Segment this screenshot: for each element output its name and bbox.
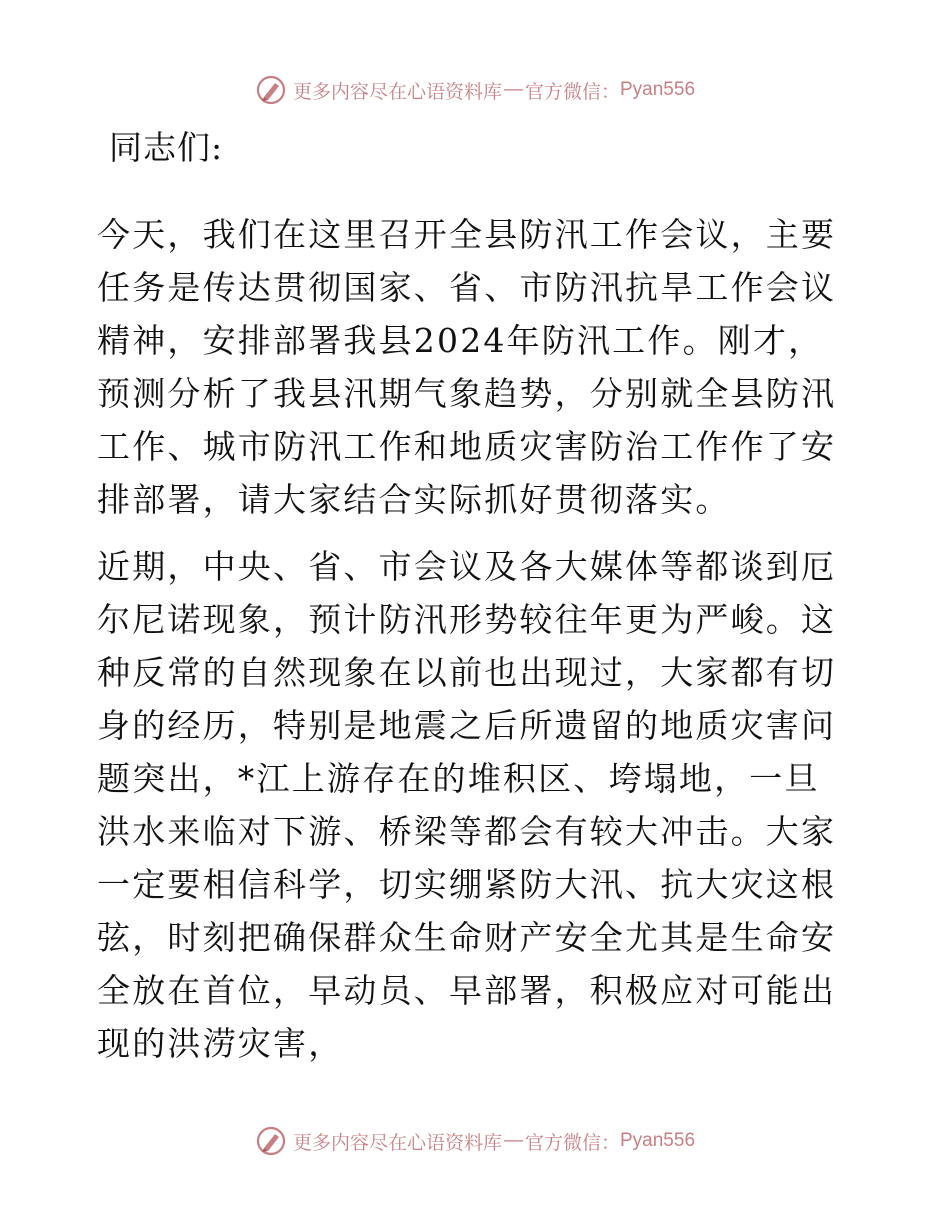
watermark-header	[0, 70, 950, 110]
salutation: 同志们:	[109, 128, 224, 167]
paragraph: 今天，我们在这里召开全县防汛工作会议，主要任务是传达贯彻国家、省、市防汛抗旱工作会议精神，安排部署我县2024年防汛工作。刚才，预测分析了我县汛期气象趋势，分别就全县防汛工作、城市防汛工作和地质灾害防治工作作了安排部署，请大家结合实际抓好贯彻落实。	[97, 215, 837, 519]
watermark-footer	[0, 1121, 950, 1161]
document-body	[97, 124, 849, 1084]
watermark-account: Pyan556	[620, 1130, 696, 1151]
watermark-account: Pyan556	[620, 79, 696, 100]
watermark-text: 更多内容尽在心语资料库	[292, 1132, 502, 1154]
watermark-separator: —	[503, 79, 523, 100]
pen-logo-icon	[255, 1125, 287, 1157]
watermark-label: 官方微信：	[524, 81, 620, 103]
paragraph: 近期，中央、省、市会议及各大媒体等都谈到厄尔尼诺现象，预计防汛形势较往年更为严峻。这种反常的自然现象在以前也出现过，大家都有切身的经历，特别是地震之后所遗留的地质灾害问题突出，*江上游存在的堆积区、垮塌地，一旦洪水来临对下游、桥梁等都会有较大冲击。大家一定要相信科学，切实绷紧防大汛、抗大灾这根弦，时刻把确保群众生命财产安全尤其是生命安全放在首位，早动员、早部署，积极应对可能出现的洪涝灾害，	[97, 547, 837, 1063]
pen-logo-icon	[255, 74, 287, 106]
watermark-label: 官方微信：	[524, 1132, 620, 1154]
watermark-text: 更多内容尽在心语资料库	[292, 81, 502, 103]
watermark-separator: —	[503, 1130, 523, 1151]
